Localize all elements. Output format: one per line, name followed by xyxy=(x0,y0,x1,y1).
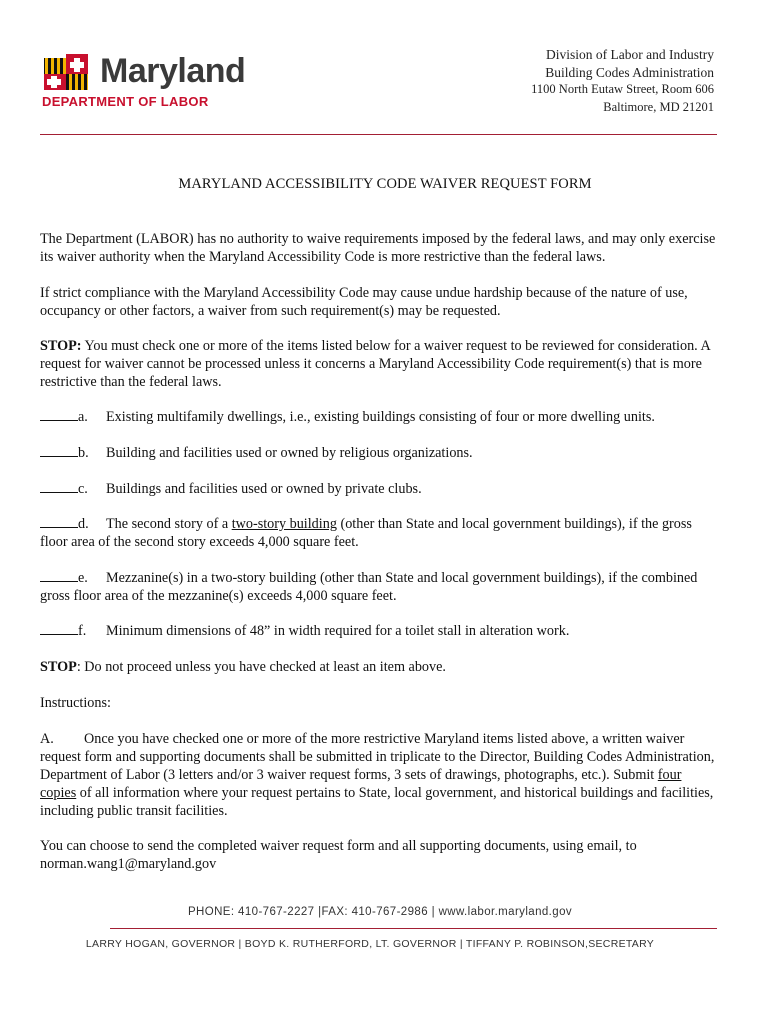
address-line-1: Division of Labor and Industry xyxy=(546,47,714,62)
header-divider xyxy=(40,134,717,135)
waiver-item-d xyxy=(40,515,720,551)
instruction-text-pre: Once you have checked one or more of the more restrictive Maryland items listed above, a written waiver request form and supporting documents shall be submitted in triplicate to the Director, Building Codes Administration, Department of Labor (3 letters and/or 3 waiver request forms, 3 sets of drawings, photographs, etc.). Submit xyxy=(40,731,715,783)
footer-officials: LARRY HOGAN, GOVERNOR | BOYD K. RUTHERFORD, LT. GOVERNOR | TIFFANY P. ROBINSON,SECRETARY xyxy=(85,938,655,950)
intro-paragraph-1: The Department (LABOR) has no authority to waive requirements imposed by the federal laws, and may only exercise its waiver authority when the Maryland Accessibility Code is more restrictive than the federal laws. xyxy=(40,231,716,265)
item-letter: c. xyxy=(78,481,88,497)
instruction-text-post: of all information where your request pertains to State, local government, and historical buildings and facilities, including public transit facilities. xyxy=(40,785,714,819)
address-line-3: 1100 North Eutaw Street, Room 606 xyxy=(531,82,714,96)
stop-text: You must check one or more of the items listed below for a waiver request to be reviewed for consideration. A request for waiver cannot be processed unless it concerns a Maryland Accessibility Code requirement(s) that is more restrictive than the federal laws. xyxy=(40,338,710,390)
waiver-item-b xyxy=(40,444,720,462)
checkbox-blank-c[interactable] xyxy=(40,480,78,493)
instructions-heading: Instructions: xyxy=(40,695,111,711)
item-text-pre: The second story of a xyxy=(106,516,232,532)
maryland-flag-icon xyxy=(42,50,98,94)
stop-text: : Do not proceed unless you have checked at least an item above. xyxy=(76,659,446,675)
instruction-a xyxy=(40,730,720,820)
maryland-labor-logo xyxy=(42,50,272,112)
logo-wordmark: Maryland xyxy=(100,52,246,90)
footer-contact: PHONE: 410-767-2227 |FAX: 410-767-2986 | www.labor.maryland.gov xyxy=(187,906,573,918)
email-instruction: You can choose to send the completed waiver request form and all supporting documents, using email, to norman.wang1@maryland.gov xyxy=(40,838,637,872)
address-line-2: Building Codes Administration xyxy=(545,64,714,80)
waiver-item-a xyxy=(40,408,720,426)
waiver-item-f xyxy=(40,622,720,640)
checkbox-blank-f[interactable] xyxy=(40,622,78,635)
item-text: Existing multifamily dwellings, i.e., existing buildings consisting of four or more dwelling units. xyxy=(106,409,655,425)
instruction-text-underlined: four copies xyxy=(40,767,682,801)
item-text: Buildings and facilities used or owned by private clubs. xyxy=(106,481,422,497)
instruction-label: A. xyxy=(40,731,54,747)
checkbox-blank-d[interactable] xyxy=(40,515,78,528)
item-text: Mezzanine(s) in a two-story building (other than State and local government buildings), if the combined gross floor area of the mezzanine(s) exceeds 4,000 square feet. xyxy=(40,570,698,604)
stop-label: STOP: xyxy=(40,338,82,354)
stop-notice xyxy=(40,337,720,391)
form-title: MARYLAND ACCESSIBILITY CODE WAIVER REQUEST FORM xyxy=(178,176,592,192)
item-text-post: (other than State and local government buildings), if the gross floor area of the second story exceeds 4,000 square feet. xyxy=(40,516,692,550)
stop-label: STOP xyxy=(40,659,77,675)
item-letter: d. xyxy=(78,516,89,532)
checkbox-blank-b[interactable] xyxy=(40,444,78,457)
intro-paragraph-2: If strict compliance with the Maryland Accessibility Code may cause undue hardship because of the nature of use, occupancy or other factors, a waiver from such requirement(s) may be requested. xyxy=(40,285,688,319)
office-address xyxy=(531,46,714,116)
item-text-underlined: two-story building xyxy=(231,516,337,532)
footer-divider xyxy=(110,928,717,929)
item-letter: f. xyxy=(78,623,87,639)
item-letter: e. xyxy=(78,570,88,586)
item-text: Minimum dimensions of 48” in width required for a toilet stall in alteration work. xyxy=(106,623,570,639)
waiver-item-c xyxy=(40,480,720,498)
checkbox-blank-e[interactable] xyxy=(40,569,78,582)
item-text: Building and facilities used or owned by religious organizations. xyxy=(106,445,473,461)
address-line-4: Baltimore, MD 21201 xyxy=(603,99,714,114)
item-letter: a. xyxy=(78,409,88,425)
stop-notice-2 xyxy=(40,658,720,676)
item-letter: b. xyxy=(78,445,89,461)
logo-department: DEPARTMENT OF LABOR xyxy=(42,94,209,109)
waiver-item-e xyxy=(40,569,720,605)
checkbox-blank-a[interactable] xyxy=(40,408,78,421)
